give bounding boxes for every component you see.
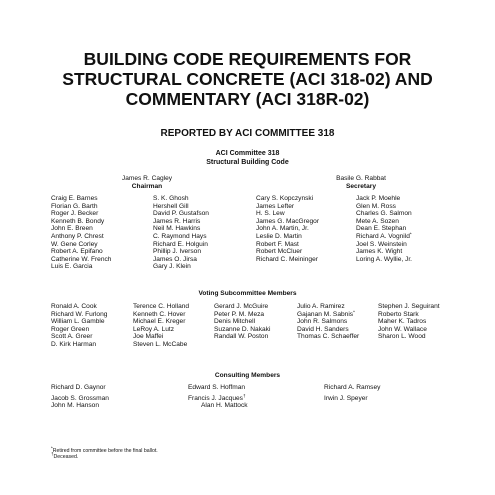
deceased-mark: † bbox=[51, 451, 54, 457]
member-name: Richard D. Gaynor bbox=[51, 384, 106, 391]
member-name: Gerard J. McGuire bbox=[214, 303, 269, 310]
member-name: Alan H. Mattock bbox=[201, 402, 248, 410]
member-name: David H. Sanders bbox=[297, 325, 349, 333]
member-name: Loring A. Wyllie, Jr. bbox=[356, 255, 413, 263]
member-name: Mete A. Sozen bbox=[356, 217, 399, 225]
member-name: Gajanan M. Sabnis* bbox=[297, 309, 355, 318]
member-name: Jack P. Moehle bbox=[356, 195, 401, 202]
member-name: C. Raymond Hays bbox=[153, 232, 207, 240]
committee-header bbox=[0, 149, 495, 167]
title-line-3: COMMENTARY (ACI 318R-02) bbox=[125, 89, 370, 109]
member-name: Roger Green bbox=[51, 325, 90, 333]
member-name: Luis E. Garcia bbox=[51, 263, 93, 271]
member-name: Ronald A. Cook bbox=[51, 303, 97, 310]
member-column-4 bbox=[356, 195, 412, 263]
member-name: W. Gene Corley bbox=[51, 240, 98, 248]
member-name: Dean E. Stephan bbox=[356, 225, 407, 233]
member-name: Richard A. Ramsey bbox=[324, 384, 381, 391]
member-name: Jacob S. Grossman bbox=[51, 394, 109, 402]
voting-column-5 bbox=[378, 303, 440, 341]
member-name: Michael E. Kreger bbox=[133, 318, 186, 326]
member-name: John R. Salmons bbox=[297, 318, 348, 326]
title-line-2: STRUCTURAL CONCRETE (ACI 318-02) AND bbox=[62, 69, 433, 89]
secretary-title: Secretary bbox=[345, 182, 377, 190]
member-name: Denis Mitchell bbox=[214, 318, 256, 326]
title-line-1: BUILDING CODE REQUIREMENTS FOR bbox=[83, 49, 412, 69]
member-name: LeRoy A. Lutz bbox=[133, 325, 175, 333]
member-column-3 bbox=[256, 195, 319, 263]
chairman-block bbox=[92, 175, 202, 190]
footnotes bbox=[51, 445, 158, 460]
member-name: David P. Gustafson bbox=[153, 210, 209, 218]
member-name: Francis J. Jacques† bbox=[188, 393, 246, 402]
member-name: Peter P. M. Meza bbox=[214, 310, 265, 318]
voting-column-1 bbox=[51, 303, 107, 349]
consulting-column-1 bbox=[51, 384, 109, 410]
member-name: James R. Harris bbox=[153, 217, 201, 225]
member-name: Stephen J. Seguirant bbox=[378, 303, 440, 310]
committee-name: ACI Committee 318 bbox=[215, 150, 280, 157]
member-name: John A. Martin, Jr. bbox=[256, 225, 309, 233]
member-name: D. Kirk Harman bbox=[51, 340, 97, 348]
member-name: James Lefter bbox=[256, 202, 295, 210]
retired-mark: * bbox=[409, 231, 412, 237]
reported-by: REPORTED BY ACI COMMITTEE 318 bbox=[160, 128, 335, 139]
member-name: James G. MacGregor bbox=[256, 217, 320, 225]
member-name: Thomas C. Schaeffer bbox=[297, 333, 360, 341]
secretary-block bbox=[306, 175, 416, 190]
member-name: Florian G. Barth bbox=[51, 202, 98, 210]
member-name: Anthony P. Chrest bbox=[51, 232, 104, 240]
member-name: Terence C. Holland bbox=[133, 303, 190, 310]
member-name: Maher K. Tadros bbox=[378, 318, 427, 326]
member-name: Richard A. Vognild* bbox=[356, 231, 412, 240]
member-name: Richard E. Holguin bbox=[153, 240, 208, 248]
member-name: Irwin J. Speyer bbox=[324, 394, 368, 402]
member-name: Richard C. Meininger bbox=[256, 255, 318, 263]
member-name: Edward S. Hoffman bbox=[188, 384, 246, 391]
member-column-1 bbox=[51, 195, 111, 271]
chairman-title: Chairman bbox=[131, 182, 163, 190]
footnote-deceased: †Deceased. bbox=[51, 451, 79, 460]
member-name: Kenneth B. Bondy bbox=[51, 217, 105, 225]
chairman-name: James R. Cagley bbox=[121, 175, 173, 182]
member-name: Cary S. Kopczynski bbox=[256, 195, 314, 202]
member-name: Richard W. Furlong bbox=[51, 310, 108, 318]
deceased-mark: † bbox=[242, 393, 246, 399]
member-name: Gary J. Klein bbox=[153, 263, 191, 271]
voting-column-3 bbox=[214, 303, 270, 341]
member-name: James K. Wight bbox=[356, 248, 403, 256]
member-name: Roger J. Becker bbox=[51, 210, 99, 218]
retired-mark: * bbox=[353, 309, 355, 315]
member-name: Glen M. Ross bbox=[356, 202, 396, 210]
member-name: Craig E. Barnes bbox=[51, 195, 98, 202]
document-title bbox=[20, 49, 475, 109]
member-name: Hershell Gill bbox=[153, 202, 189, 210]
member-name: Charles G. Salmon bbox=[356, 210, 412, 218]
member-name: Leslie D. Martin bbox=[256, 232, 302, 240]
member-name: John W. Wallace bbox=[378, 325, 427, 333]
member-name: Sharon L. Wood bbox=[378, 333, 426, 341]
member-name: William L. Gamble bbox=[51, 318, 105, 326]
voting-column-4 bbox=[297, 303, 359, 341]
member-name: Roberto Stark bbox=[378, 310, 419, 318]
member-name: Joel S. Weinstein bbox=[356, 240, 407, 248]
member-name: Robert McCluer bbox=[256, 248, 303, 256]
member-name: Phillip J. Iverson bbox=[153, 248, 202, 256]
member-name: Steven L. McCabe bbox=[133, 340, 188, 348]
member-name: Joe Maffei bbox=[133, 333, 164, 341]
member-name: S. K. Ghosh bbox=[153, 195, 189, 202]
member-name: Julio A. Ramirez bbox=[297, 303, 345, 310]
retired-mark: * bbox=[51, 445, 53, 451]
member-name: Catherine W. French bbox=[51, 255, 112, 263]
voting-heading: Voting Subcommittee Members bbox=[198, 290, 297, 297]
voting-column-2 bbox=[133, 303, 189, 349]
member-name: Randall W. Poston bbox=[214, 333, 269, 341]
member-name: Robert F. Mast bbox=[256, 240, 299, 248]
member-column-2 bbox=[153, 195, 209, 271]
secretary-name: Basile G. Rabbat bbox=[336, 175, 386, 182]
consulting-column-3 bbox=[324, 384, 380, 402]
member-name: John E. Breen bbox=[51, 225, 93, 233]
committee-subtitle: Structural Building Code bbox=[206, 159, 289, 166]
member-name: Neil M. Hawkins bbox=[153, 225, 201, 233]
member-name: Suzanne D. Nakaki bbox=[214, 325, 271, 333]
member-name: James O. Jirsa bbox=[153, 255, 197, 263]
member-name: John M. Hanson bbox=[51, 402, 100, 410]
member-name: Robert A. Epifano bbox=[51, 248, 103, 256]
footnote-retired: *Retired from committee before the final ballot. bbox=[51, 445, 158, 454]
member-name: Scott A. Greer bbox=[51, 333, 93, 341]
member-name: Kenneth C. Hover bbox=[133, 310, 186, 318]
member-name: H. S. Lew bbox=[256, 210, 285, 218]
consulting-heading: Consulting Members bbox=[214, 372, 281, 379]
consulting-column-2 bbox=[188, 384, 248, 410]
